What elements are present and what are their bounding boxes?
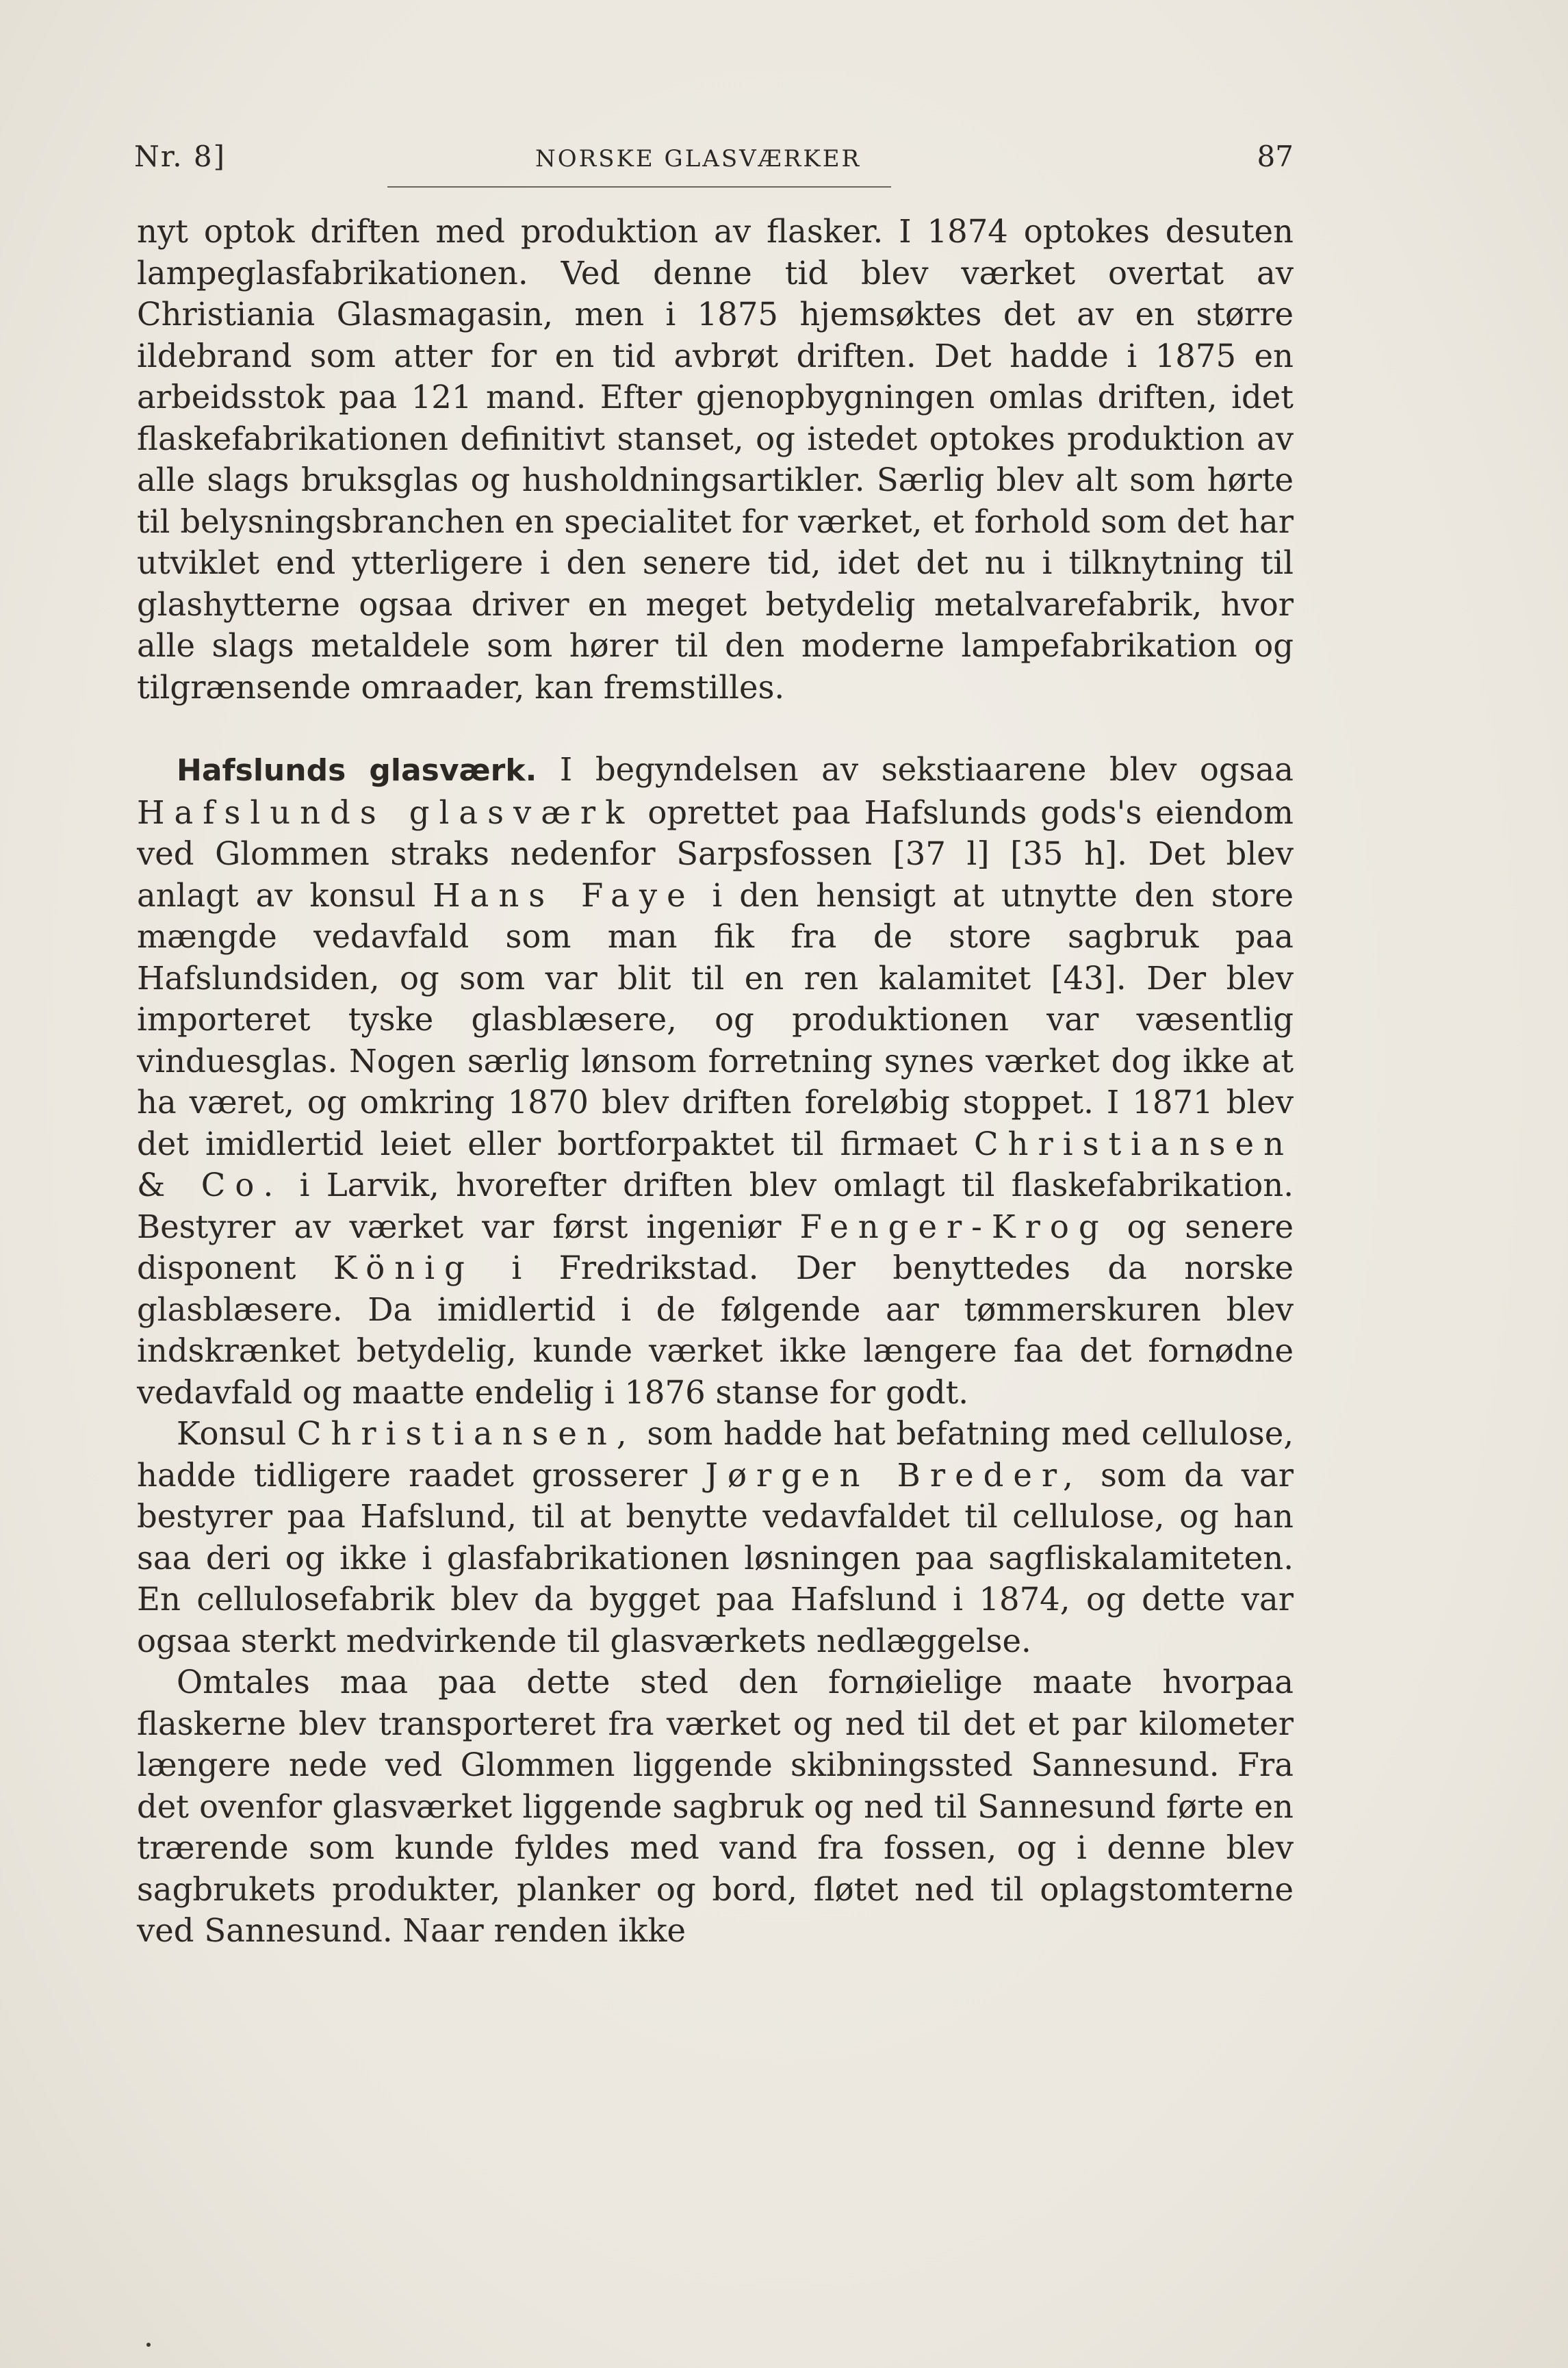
spaced-name: Hafslunds glasværk — [137, 793, 634, 831]
body-text — [137, 211, 1294, 1952]
spaced-name: Jørgen Breder, — [705, 1456, 1083, 1494]
running-header — [134, 134, 1294, 185]
section-heading: Hafslunds glasværk. — [177, 753, 537, 788]
paragraph-3: Konsul Christiansen, som hadde hat befatning med cellulose, hadde tidligere raadet grosserer Jørgen Breder, som da var bestyrer paa Hafslund, til at benytte vedavfaldet til cellulose, og han saa deri og ikke i glasfabrikationen løsningen paa sagfliskalamiteten. En cellulosefabrik blev da bygget paa Hafslund i 1874, og dette var ogsaa sterkt medvirkende til glasværkets nedlæggelse. — [137, 1415, 1294, 1659]
page-number: 87 — [1257, 140, 1294, 173]
spaced-name: Christiansen & Co. — [137, 1125, 1294, 1204]
spaced-name: Christiansen, — [296, 1415, 637, 1452]
issue-number: Nr. 8] — [134, 140, 227, 173]
running-title: NORSKE GLASVÆRKER — [535, 145, 862, 173]
spaced-name: Fenger-Krog — [799, 1208, 1109, 1245]
spaced-name: König — [333, 1249, 474, 1286]
print-speck — [146, 2343, 151, 2347]
paragraph-2: Hafslunds glasværk. I begyndelsen av sekstiaarene blev ogsaa Hafslunds glasværk oprettet paa Hafslunds gods's eiendom ved Glommen straks nedenfor Sarpsfossen [37 l] [35 h]. Det blev anlagt av konsul Hans Faye i den hensigt at utnytte den store mængde vedavfald som man fik fra de store sagbruk paa Hafslundsiden, og som var blit til en ren kalamitet [43]. Der blev importeret tyske glasblæsere, og produktionen var væsentlig vinduesglas. Nogen særlig lønsom forretning synes værket dog ikke at ha været, og omkring 1870 blev driften foreløbig stoppet. I 1871 blev det imidlertid leiet eller bortforpaktet til firmaet Christiansen & Co. i Larvik, hvorefter driften blev omlagt til flaskefabrikation. Bestyrer av værket var først ingeniør Fenger-Krog og senere disponent König i Fredrikstad. Der benyttedes da norske glasblæsere. Da imidlertid i de følgende aar tømmerskuren blev indskrænket betydelig, kunde værket ikke længere faa det fornødne vedavfald og maatte endelig i 1876 stanse for godt. — [137, 751, 1294, 1411]
paragraph-4: Omtales maa paa dette sted den fornøielige maate hvorpaa flaskerne blev transporteret fra værket og ned til det et par kilometer længere nede ved Glommen liggende skibningssted Sannesund. Fra det ovenfor glasværket liggende sagbruk og ned til Sannesund førte en trærende som kunde fyldes med vand fra fossen, og i denne blev sagbrukets produkter, planker og bord, fløtet ned til oplagstomterne ved Sannesund. Naar renden ikke — [137, 1664, 1294, 1949]
header-rule — [387, 186, 891, 188]
paragraph-1: nyt optok driften med produktion av flasker. I 1874 optokes desuten lampeglasfabrikationen. Ved denne tid blev værket overtat av Christiania Glasmagasin, men i 1875 hjemsøktes det av en større ildebrand som atter for en tid avbrøt driften. Det hadde i 1875 en arbeidsstok paa 121 mand. Efter gjenopbygningen omlas driften, idet flaskefabrikationen definitivt stanset, og istedet optokes produktion av alle slags bruksglas og husholdningsartikler. Særlig blev alt som hørte til belysningsbranchen en specialitet for værket, et forhold som det har utviklet end ytterligere i den senere tid, idet det nu i tilknytning til glashytterne ogsaa driver en meget betydelig metalvarefabrik, hvor alle slags metaldele som hører til den moderne lampefabrikation og tilgrænsende omraader, kan fremstilles. — [137, 213, 1294, 706]
spaced-name: Hans Faye — [433, 876, 695, 914]
